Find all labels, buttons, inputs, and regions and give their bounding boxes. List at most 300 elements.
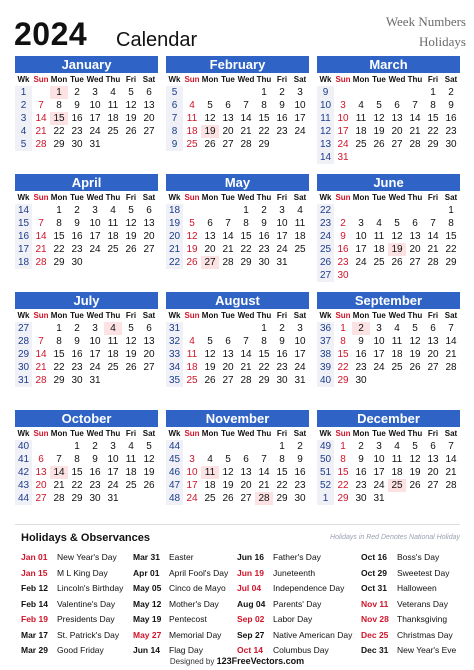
day-cell: 29 xyxy=(276,493,288,504)
month-june xyxy=(317,174,460,284)
day-cell xyxy=(424,269,442,282)
day-cell xyxy=(388,151,406,164)
day-cell xyxy=(201,86,219,99)
day-cell: 25 xyxy=(355,139,367,150)
day-cell: 26 xyxy=(409,362,421,373)
week-number: 23 xyxy=(317,217,334,230)
day-cell xyxy=(273,138,291,151)
day-cell: 25 xyxy=(204,493,216,504)
week-number: 19 xyxy=(166,217,183,230)
day-header: Sat xyxy=(142,75,156,84)
day-cell: 2 xyxy=(74,323,80,334)
day-header: Fri xyxy=(276,75,288,84)
day-cell: 8 xyxy=(340,454,346,465)
week-row xyxy=(317,243,460,256)
day-cell: 4 xyxy=(104,322,122,335)
day-cell: 22 xyxy=(258,362,270,373)
week-number: 47 xyxy=(166,479,183,492)
day-cell: 23 xyxy=(258,244,270,255)
day-cell: 29 xyxy=(71,493,83,504)
day-cell xyxy=(140,138,158,151)
day-cell xyxy=(388,492,406,505)
day-cell: 1 xyxy=(261,87,267,98)
day-cell: 12 xyxy=(409,454,421,465)
week-row xyxy=(166,125,309,138)
day-cell: 31 xyxy=(89,139,101,150)
day-cell: 11 xyxy=(355,113,367,124)
day-cell: 15 xyxy=(427,113,439,124)
day-cell: 20 xyxy=(204,244,216,255)
holiday-column xyxy=(237,550,352,659)
week-row xyxy=(15,361,158,374)
day-header: Thu xyxy=(105,429,121,438)
day-cell: 26 xyxy=(222,493,234,504)
month-may xyxy=(166,174,309,284)
section-divider xyxy=(15,524,460,525)
day-cell xyxy=(370,374,388,387)
day-cell: 5 xyxy=(412,441,418,452)
day-cell: 28 xyxy=(35,257,47,268)
day-cell: 13 xyxy=(143,336,155,347)
week-number: 25 xyxy=(317,243,334,256)
month-days-table xyxy=(166,73,309,151)
month-header: September xyxy=(317,292,460,309)
week-number: 18 xyxy=(166,204,183,217)
day-cell: 2 xyxy=(261,205,267,216)
day-cell: 7 xyxy=(412,100,418,111)
week-number: 46 xyxy=(166,466,183,479)
day-cell: 5 xyxy=(376,100,382,111)
day-cell: 27 xyxy=(222,375,234,386)
day-cell xyxy=(50,440,68,453)
day-cell: 22 xyxy=(71,480,83,491)
day-cell: 14 xyxy=(445,336,457,347)
holiday-item xyxy=(237,597,352,613)
week-number: 49 xyxy=(317,440,334,453)
day-cell: 11 xyxy=(373,231,385,242)
week-row xyxy=(166,335,309,348)
day-cell: 8 xyxy=(340,336,346,347)
day-cell: 2 xyxy=(448,87,454,98)
day-header: Fri xyxy=(276,429,288,438)
day-cell xyxy=(388,374,406,387)
holiday-item xyxy=(361,628,456,644)
day-header: Fri xyxy=(125,75,137,84)
day-cell: 13 xyxy=(409,231,421,242)
week-row xyxy=(15,86,158,99)
day-cell: 28 xyxy=(240,139,252,150)
day-cell xyxy=(104,138,122,151)
day-cell: 16 xyxy=(71,231,83,242)
day-cell xyxy=(140,374,158,387)
week-row xyxy=(166,322,309,335)
day-header: Tue xyxy=(221,311,235,320)
week-number: 37 xyxy=(317,335,334,348)
day-header: Wed xyxy=(388,311,406,320)
day-cell: 26 xyxy=(125,362,137,373)
week-row xyxy=(166,230,309,243)
day-header: Mon xyxy=(201,429,219,438)
day-cell: 21 xyxy=(240,126,252,137)
day-cell: 5 xyxy=(146,441,152,452)
day-cell: 6 xyxy=(430,323,436,334)
day-cell: 15 xyxy=(50,112,68,125)
month-header: May xyxy=(166,174,309,191)
day-cell: 18 xyxy=(391,467,403,478)
day-cell: 26 xyxy=(125,126,137,137)
day-cell: 17 xyxy=(337,126,349,137)
day-cell: 1 xyxy=(50,86,68,99)
day-cell xyxy=(122,138,140,151)
month-header: November xyxy=(166,410,309,427)
month-february xyxy=(166,56,309,166)
day-cell: 29 xyxy=(258,375,270,386)
day-cell: 26 xyxy=(409,480,421,491)
day-header: Tue xyxy=(70,311,84,320)
day-header: Tue xyxy=(70,429,84,438)
day-header: Tue xyxy=(372,429,386,438)
week-row xyxy=(317,479,460,492)
day-cell: 9 xyxy=(74,336,80,347)
calendar-title: Calendar xyxy=(116,29,198,51)
day-cell: 8 xyxy=(56,218,62,229)
day-cell: 16 xyxy=(258,231,270,242)
day-cell xyxy=(183,322,201,335)
week-number: 34 xyxy=(166,361,183,374)
day-header: Mon xyxy=(50,193,68,202)
holiday-name: New Year's Eve xyxy=(397,645,457,655)
day-cell: 19 xyxy=(373,126,385,137)
week-row xyxy=(15,99,158,112)
day-cell: 23 xyxy=(71,362,83,373)
day-cell: 23 xyxy=(71,244,83,255)
holiday-item xyxy=(21,597,123,613)
day-cell: 10 xyxy=(355,231,367,242)
day-cell: 22 xyxy=(53,362,65,373)
day-header: Sun xyxy=(33,75,49,84)
day-cell: 16 xyxy=(71,113,83,124)
day-cell: 20 xyxy=(222,362,234,373)
day-cell: 18 xyxy=(125,467,137,478)
day-cell: 2 xyxy=(358,441,364,452)
week-number: 35 xyxy=(166,374,183,387)
day-cell: 14 xyxy=(35,231,47,242)
holiday-name: Valentine's Day xyxy=(57,598,116,609)
day-header: Sat xyxy=(444,429,458,438)
day-cell xyxy=(388,86,406,99)
day-header: Fri xyxy=(125,429,137,438)
holiday-date: May 05 xyxy=(133,583,162,593)
day-cell: 7 xyxy=(448,323,454,334)
day-header: Sat xyxy=(293,429,307,438)
day-cell: 31 xyxy=(294,375,306,386)
week-row xyxy=(15,112,158,125)
day-cell: 7 xyxy=(225,218,231,229)
day-cell: 2 xyxy=(279,87,285,98)
day-cell: 1 xyxy=(243,205,249,216)
week-number: 28 xyxy=(15,335,32,348)
week-row xyxy=(15,217,158,230)
month-header: February xyxy=(166,56,309,73)
day-cell: 1 xyxy=(340,323,346,334)
month-header: June xyxy=(317,174,460,191)
day-cell: 8 xyxy=(261,100,267,111)
day-cell: 23 xyxy=(294,480,306,491)
day-cell: 27 xyxy=(391,139,403,150)
day-header: Mon xyxy=(50,429,68,438)
holiday-item xyxy=(21,581,123,597)
day-cell: 5 xyxy=(225,454,231,465)
day-cell: 2 xyxy=(297,441,303,452)
day-cell: 21 xyxy=(53,480,65,491)
day-header: Tue xyxy=(372,311,386,320)
week-number: 16 xyxy=(15,230,32,243)
day-cell: 25 xyxy=(388,479,406,492)
week-row xyxy=(15,492,158,505)
day-cell xyxy=(370,86,388,99)
week-number: 24 xyxy=(317,230,334,243)
holiday-name: Native American Day xyxy=(273,629,353,640)
day-cell xyxy=(406,269,424,282)
day-cell: 6 xyxy=(430,441,436,452)
day-cell: 9 xyxy=(92,454,98,465)
week-number: 26 xyxy=(317,256,334,269)
week-row xyxy=(15,453,158,466)
day-cell xyxy=(352,86,370,99)
holiday-name: April Fool's Day xyxy=(169,567,229,578)
day-cell: 10 xyxy=(276,218,288,229)
day-cell: 12 xyxy=(204,349,216,360)
day-cell xyxy=(424,374,442,387)
day-cell: 17 xyxy=(294,113,306,124)
month-days-table xyxy=(317,73,460,164)
day-cell: 28 xyxy=(35,375,47,386)
day-cell: 19 xyxy=(125,231,137,242)
holiday-item xyxy=(133,566,228,582)
day-cell: 30 xyxy=(71,375,83,386)
holiday-item xyxy=(237,566,352,582)
day-header: Fri xyxy=(276,193,288,202)
week-row xyxy=(317,335,460,348)
day-header: Wed xyxy=(237,193,255,202)
day-cell: 17 xyxy=(107,467,119,478)
day-cell: 21 xyxy=(409,126,421,137)
holiday-date: May 12 xyxy=(133,598,162,609)
holiday-name: Flag Day xyxy=(169,645,204,655)
day-cell: 4 xyxy=(376,218,382,229)
day-cell: 3 xyxy=(92,205,98,216)
day-cell: 3 xyxy=(92,323,98,334)
holiday-date: Mar 31 xyxy=(133,552,160,562)
day-cell: 9 xyxy=(358,454,364,465)
holiday-date: May 19 xyxy=(133,614,162,624)
day-cell xyxy=(237,322,255,335)
day-cell: 9 xyxy=(279,100,285,111)
week-row xyxy=(166,361,309,374)
day-cell: 20 xyxy=(427,349,439,360)
day-cell xyxy=(86,256,104,269)
day-cell: 23 xyxy=(337,257,349,268)
week-row xyxy=(166,466,309,479)
day-header: Tue xyxy=(221,193,235,202)
day-cell: 1 xyxy=(448,205,454,216)
week-row xyxy=(317,112,460,125)
month-december xyxy=(317,410,460,520)
day-cell: 27 xyxy=(201,256,219,269)
day-header: Fri xyxy=(427,193,439,202)
month-days-table xyxy=(317,427,460,505)
day-cell: 18 xyxy=(186,126,198,137)
day-cell: 12 xyxy=(222,467,234,478)
day-cell: 16 xyxy=(355,349,367,360)
day-cell: 27 xyxy=(409,257,421,268)
day-header: Wed xyxy=(86,429,104,438)
month-november xyxy=(166,410,309,520)
day-cell: 19 xyxy=(222,480,234,491)
week-number: 52 xyxy=(317,479,334,492)
day-cell: 6 xyxy=(394,100,400,111)
holiday-name: Presidents Day xyxy=(57,614,115,624)
day-cell xyxy=(183,204,201,217)
week-number: 51 xyxy=(317,466,334,479)
week-number: 3 xyxy=(15,112,32,125)
day-cell: 29 xyxy=(240,257,252,268)
day-cell: 22 xyxy=(445,244,457,255)
day-cell: 24 xyxy=(294,126,306,137)
day-cell xyxy=(442,151,460,164)
holiday-column xyxy=(133,550,228,659)
week-number: 44 xyxy=(166,440,183,453)
day-cell: 18 xyxy=(294,231,306,242)
day-cell: 31 xyxy=(276,257,288,268)
week-row xyxy=(166,204,309,217)
day-cell: 13 xyxy=(143,218,155,229)
week-row xyxy=(166,99,309,112)
day-cell: 21 xyxy=(222,244,234,255)
holiday-date: Jun 14 xyxy=(133,645,160,655)
day-header: Thu xyxy=(105,311,121,320)
day-cell: 30 xyxy=(445,139,457,150)
day-cell: 9 xyxy=(279,336,285,347)
day-cell: 16 xyxy=(445,113,457,124)
week-row xyxy=(317,125,460,138)
week-number: 17 xyxy=(15,243,32,256)
day-cell: 20 xyxy=(409,244,421,255)
day-cell: 10 xyxy=(107,454,119,465)
day-cell: 14 xyxy=(35,113,47,124)
day-cell xyxy=(291,138,309,151)
holiday-date: Dec 25 xyxy=(361,629,389,640)
week-number: 22 xyxy=(317,204,334,217)
week-row xyxy=(166,492,309,505)
week-number: 9 xyxy=(317,86,334,99)
holiday-name: Juneteenth xyxy=(273,567,316,578)
holiday-name: Veterans Day xyxy=(397,598,449,609)
day-cell xyxy=(352,151,370,164)
week-number: 29 xyxy=(15,348,32,361)
day-cell: 11 xyxy=(391,336,403,347)
day-cell: 28 xyxy=(53,493,65,504)
day-cell: 12 xyxy=(409,336,421,347)
day-header: Sat xyxy=(293,311,307,320)
day-cell: 23 xyxy=(355,362,367,373)
day-cell: 7 xyxy=(243,336,249,347)
month-july xyxy=(15,292,158,402)
day-cell: 26 xyxy=(204,375,216,386)
day-cell xyxy=(291,256,309,269)
week-number: 2 xyxy=(15,99,32,112)
week-number: 14 xyxy=(15,204,32,217)
day-cell: 6 xyxy=(38,454,44,465)
day-cell: 26 xyxy=(186,257,198,268)
week-number: 39 xyxy=(317,361,334,374)
day-cell: 19 xyxy=(201,125,219,138)
week-row xyxy=(15,479,158,492)
day-header: Tue xyxy=(70,75,84,84)
day-cell: 31 xyxy=(337,152,349,163)
day-cell: 12 xyxy=(204,113,216,124)
holiday-item xyxy=(133,550,228,566)
day-cell xyxy=(32,86,50,99)
holiday-item xyxy=(361,566,456,582)
day-cell xyxy=(122,374,140,387)
day-cell: 4 xyxy=(110,205,116,216)
page-header xyxy=(0,0,474,56)
day-cell: 30 xyxy=(258,257,270,268)
day-header: Wk xyxy=(317,73,334,86)
day-cell: 22 xyxy=(240,244,252,255)
week-row xyxy=(317,348,460,361)
day-cell: 10 xyxy=(186,467,198,478)
holiday-date: Jun 16 xyxy=(237,552,264,562)
week-number: 7 xyxy=(166,112,183,125)
day-cell: 2 xyxy=(352,322,370,335)
day-cell xyxy=(442,269,460,282)
day-header: Mon xyxy=(352,311,370,320)
day-header: Thu xyxy=(407,75,423,84)
day-cell: 11 xyxy=(107,218,119,229)
holiday-name: Thanksgiving xyxy=(397,614,448,624)
day-cell: 9 xyxy=(261,218,267,229)
day-cell: 27 xyxy=(222,139,234,150)
holidays-title: Holidays & Observances xyxy=(21,532,151,544)
day-header: Sun xyxy=(33,429,49,438)
day-cell: 22 xyxy=(276,480,288,491)
day-cell: 25 xyxy=(294,244,306,255)
day-header: Wk xyxy=(15,427,32,440)
day-cell: 10 xyxy=(89,218,101,229)
day-cell: 6 xyxy=(225,100,231,111)
day-cell: 15 xyxy=(53,349,65,360)
day-cell: 3 xyxy=(297,87,303,98)
holiday-date: Nov 28 xyxy=(361,614,389,624)
day-cell: 28 xyxy=(255,492,273,505)
day-cell: 30 xyxy=(71,139,83,150)
day-cell xyxy=(406,492,424,505)
day-header: Mon xyxy=(50,311,68,320)
day-cell: 13 xyxy=(240,467,252,478)
day-cell: 1 xyxy=(74,441,80,452)
day-cell: 21 xyxy=(427,244,439,255)
day-cell: 19 xyxy=(125,349,137,360)
day-cell: 17 xyxy=(373,467,385,478)
day-cell xyxy=(424,492,442,505)
day-cell xyxy=(219,86,237,99)
day-cell: 18 xyxy=(391,349,403,360)
holiday-item xyxy=(237,550,352,566)
day-cell xyxy=(442,374,460,387)
day-cell: 5 xyxy=(189,218,195,229)
